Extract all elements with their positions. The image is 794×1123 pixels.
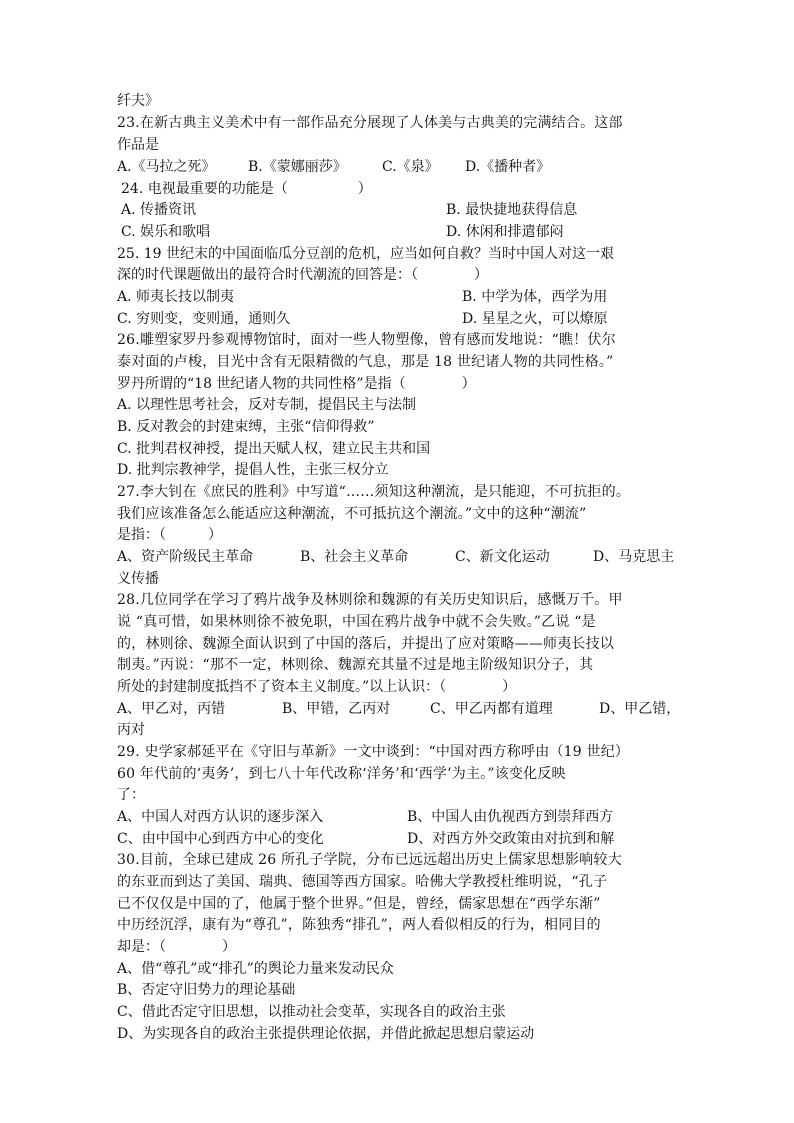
option-a: A、甲乙对，丙错 — [117, 701, 226, 717]
question-29-stem-cont: 60 年代前的‘夷务’，到七八十年代改称‘洋务’和‘西学’为主。”该变化反映 — [117, 766, 566, 782]
option-a: A. 师夷长技以制夷 — [117, 289, 235, 305]
option-a: A、资产阶级民主革命 — [117, 549, 254, 565]
option-b: B. 最快捷地获得信息 — [446, 202, 578, 218]
question-30-option-c: C、借此否定守旧思想，以推动社会变革，实现各自的政治主张 — [117, 1004, 506, 1020]
option-c: C、甲乙丙都有道理 — [430, 701, 553, 717]
option-a: A、中国人对西方认识的逐步深入 — [117, 809, 324, 825]
option-b: B、中国人由仇视西方到崇拜西方 — [407, 809, 614, 825]
question-28-stem-cont: 所处的封建制度抵挡不了资本主义制度。”以上认识：（ ） — [117, 679, 517, 695]
question-24-stem: 24. 电视最重要的功能是（ ） — [121, 181, 372, 197]
option-b: B、甲错，乙丙对 — [282, 701, 391, 717]
question-26-option-c: C. 批判君权神授，提出天赋人权，建立民主共和国 — [117, 441, 431, 457]
question-30-stem-cont: 的东亚而到达了美国、瑞典、德国等西方国家。哈佛大学教授杜维明说，“孔子 — [117, 874, 608, 890]
question-25-stem-cont: 深的时代课题做出的最符合时代潮流的回答是：（ ） — [117, 267, 488, 283]
question-30-stem: 30.目前，全球已建成 26 所孔子学院，分布已远远超出历史上儒家思想影响较大 — [117, 852, 622, 868]
question-30-stem-cont: 已不仅仅是中国的了，他属于整个世界。”但是，曾经，儒家思想在“西学东渐” — [117, 896, 601, 912]
question-26-stem-cont: 罗丹所谓的“18 世纪诸人物的共同性格”是指（ ） — [117, 376, 476, 392]
question-28-option-d-cont: 丙对 — [117, 722, 145, 738]
option-d: D.《播种者》 — [465, 159, 551, 175]
question-26-option-a: A. 以理性思考社会，反对专制，提倡民主与法制 — [117, 397, 417, 413]
question-28-stem: 28.几位同学在学习了鸦片战争及林则徐和魏源的有关历史知识后，感慨万千。甲 — [117, 592, 623, 608]
option-c: C、新文化运动 — [455, 549, 550, 565]
question-27-stem: 27.李大钊在《庶民的胜利》中写道“……须知这种潮流，是只能迎，不可抗拒的。 — [117, 484, 631, 500]
option-c: C.《泉》 — [382, 159, 439, 175]
question-27-stem-cont: 我们应该准备怎么能适应这种潮流，不可抵抗这个潮流。”文中的这种“潮流” — [117, 506, 587, 522]
question-30-stem-cont: 中历经沉浮，康有为“尊孔”，陈独秀“排孔”，两人看似相反的行为，相同目的 — [117, 917, 601, 933]
option-b: B.《蒙娜丽莎》 — [248, 159, 347, 175]
question-26-stem: 26.雕塑家罗丹参观博物馆时，面对一些人物塑像，曾有感而发地说：“瞧！伏尔 — [117, 332, 616, 348]
option-d: D、对西方外交政策由对抗到和解 — [407, 831, 615, 847]
option-c: C、由中国中心到西方中心的变化 — [117, 831, 324, 847]
question-28-stem-cont: 制夷。”丙说：“那不一定，林则徐、魏源充其量不过是地主阶级知识分子，其 — [117, 657, 594, 673]
question-26-option-b: B. 反对教会的封建束缚，主张“信仰得救” — [117, 419, 375, 435]
question-30-option-a: A、借“尊孔”或“排孔”的舆论力量来发动民众 — [117, 961, 394, 977]
question-29-stem-cont: 了： — [117, 787, 145, 803]
question-28-stem-cont: 的，林则徐、魏源全面认识到了中国的落后，并提出了应对策略——师夷长技以 — [117, 636, 614, 652]
text-line: 纤夫》 — [117, 93, 159, 109]
question-30-option-b: B、否定守旧势力的理论基础 — [117, 982, 296, 998]
question-28-stem-cont: 说 “真可惜，如果林则徐不被免职，中国在鸦片战争中就不会失败。”乙说 “是 — [117, 614, 596, 630]
question-23-stem-cont: 作品是 — [117, 137, 159, 153]
option-d: D、马克思主 — [593, 549, 675, 565]
option-d: D. 星星之火，可以燎原 — [462, 311, 608, 327]
question-23-stem: 23.在新古典主义美术中有一部作品充分展现了人体美与古典美的完满结合。这部 — [117, 115, 623, 131]
option-d: D、甲乙错， — [599, 701, 681, 717]
question-26-option-d: D. 批判宗教神学，提倡人性，主张三权分立 — [117, 462, 389, 478]
question-30-option-d: D、为实现各自的政治主张提供理论依据，并借此掀起思想启蒙运动 — [117, 1026, 535, 1042]
question-25-stem: 25. 19 世纪末的中国面临瓜分豆剖的危机，应当如何自救？当时中国人对这一艰 — [117, 246, 614, 262]
option-b: B、社会主义革命 — [300, 549, 409, 565]
option-c: C. 穷则变，变则通，通则久 — [117, 311, 291, 327]
question-27-stem-cont: 是指：（ ） — [117, 527, 222, 543]
option-b: B. 中学为体，西学为用 — [462, 289, 608, 305]
option-c: C. 娱乐和歌唱 — [121, 224, 211, 240]
question-26-stem-cont: 泰对面的卢梭，目光中含有无限精微的气息，那是 18 世纪诸人物的共同性格。” — [117, 354, 614, 370]
option-d: D. 休闲和排遣郁闷 — [446, 224, 564, 240]
question-29-stem: 29. 史学家郝延平在《守旧与革新》一文中谈到：“中国对西方称呼由（19 世纪） — [117, 744, 630, 760]
question-27-option-d-cont: 义传播 — [117, 571, 159, 587]
question-30-stem-cont: 却是：（ ） — [117, 939, 236, 955]
option-a: A. 传播资讯 — [121, 202, 197, 218]
option-a: A.《马拉之死》 — [117, 159, 216, 175]
